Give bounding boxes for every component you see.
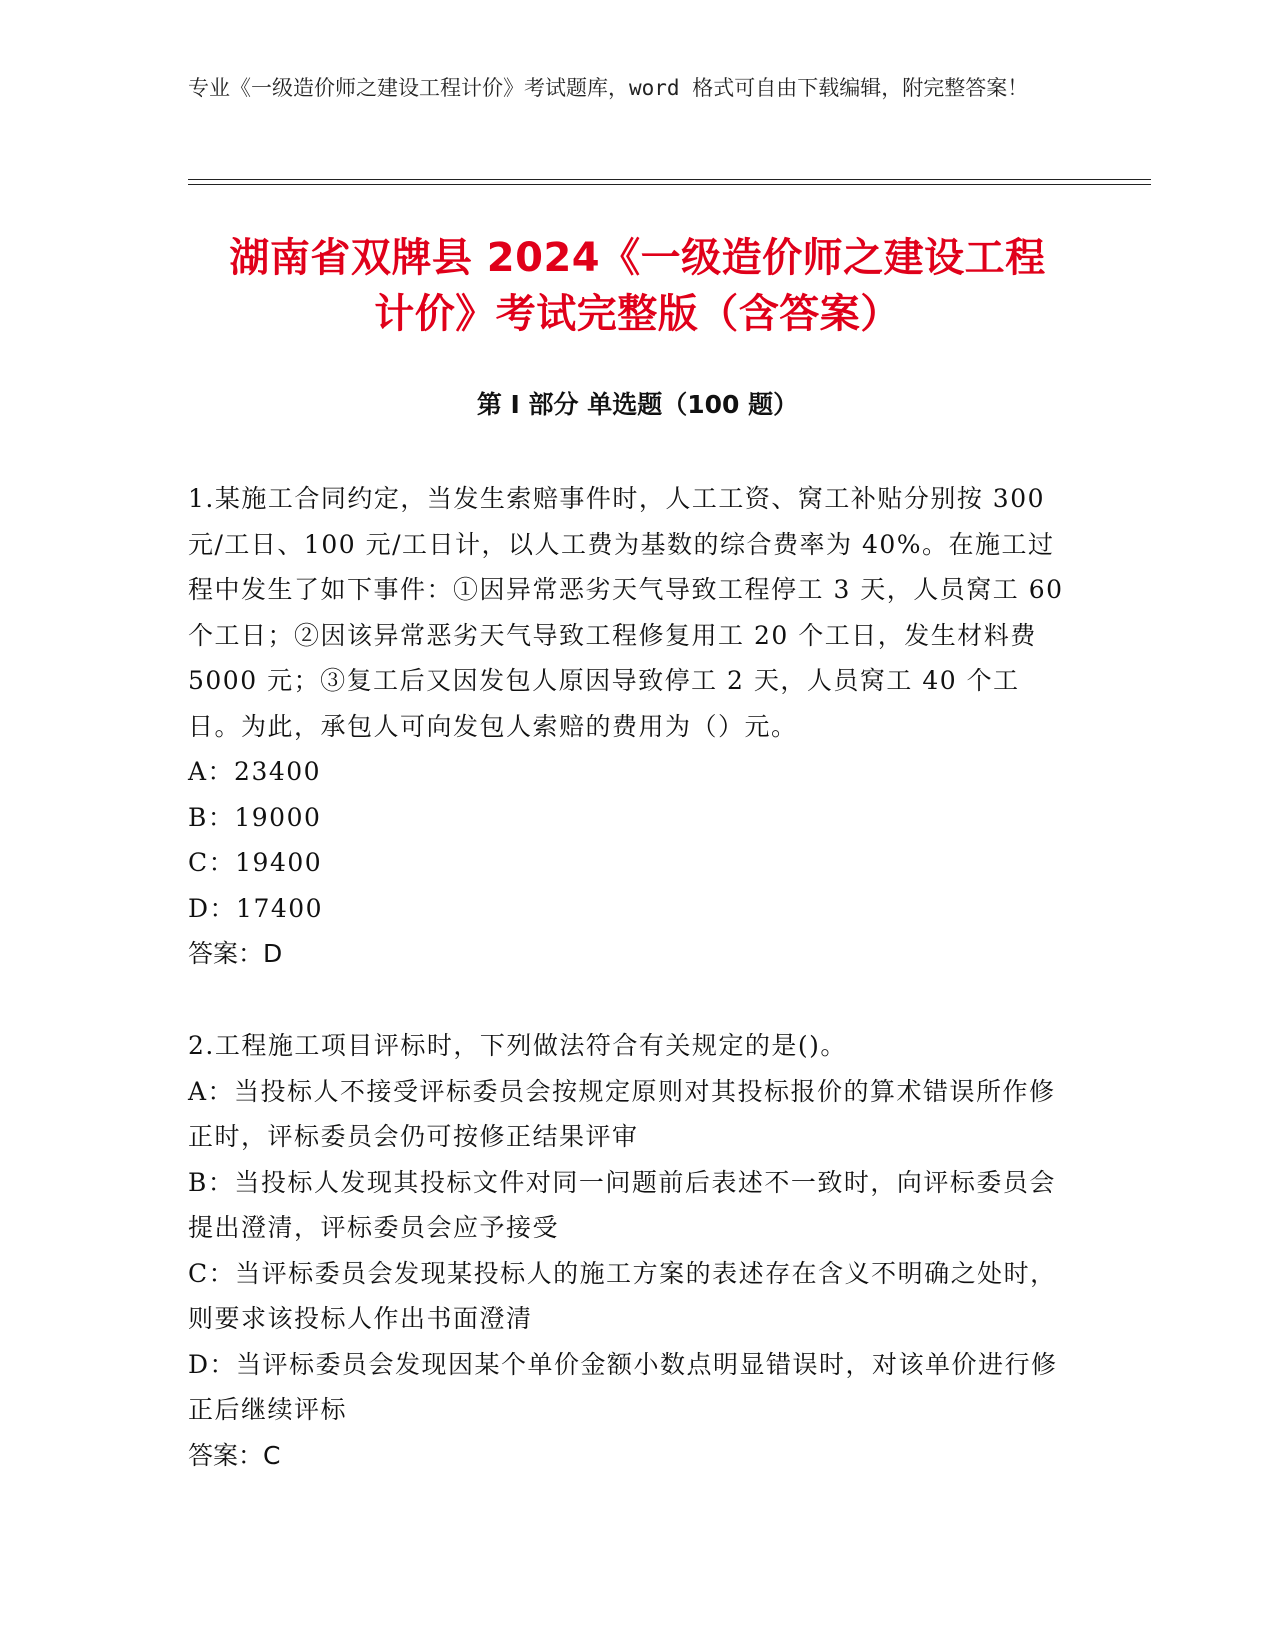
option-c: C：当评标委员会发现某投标人的施工方案的表述存在含义不明确之处时，则要求该投标人作出书面澄清 [188, 1258, 1057, 1333]
option-d: D：当评标委员会发现因某个单价金额小数点明显错误时，对该单价进行修正后继续评标 [188, 1349, 1058, 1424]
answer-line: 答案：D [188, 939, 283, 968]
question-stem: 2.工程施工项目评标时，下列做法符合有关规定的是()。 [188, 1031, 847, 1060]
option-a: A：23400 [188, 757, 322, 786]
option-c: C：19400 [188, 848, 323, 877]
question-list [188, 476, 1068, 1478]
option-b: B：19000 [188, 802, 322, 832]
document-title [170, 230, 1105, 342]
header-note: 专业《一级造价师之建设工程计价》考试题库，word 格式可自由下载编辑，附完整答案！ [188, 76, 1029, 100]
document-title-line-2: 计价》考试完整版（含答案） [374, 291, 901, 337]
option-a: A：当投标人不接受评标委员会按规定原则对其投标报价的算术错误所作修正时，评标委员会仍可按修正结果评审 [188, 1076, 1056, 1151]
option-b: B：当投标人发现其投标文件对同一问题前后表述不一致时，向评标委员会提出澄清，评标委员会应予接受 [188, 1167, 1056, 1242]
document-title-line-1: 湖南省双牌县 2024《一级造价师之建设工程 [229, 235, 1046, 281]
question-spacer [188, 976, 1068, 1023]
section-heading: 第 I 部分 单选题（100 题） [476, 390, 799, 419]
answer-line: 答案：C [188, 1440, 281, 1470]
question-1 [188, 476, 1068, 976]
option-d: D：17400 [188, 893, 324, 923]
header-rule-bottom [188, 184, 1151, 185]
question-2 [188, 1023, 1068, 1478]
header-rule-top [188, 179, 1151, 180]
question-stem: 1.某施工合同约定，当发生索赔事件时，人工工资、窝工补贴分别按 300 元/工日、100 元/工日计，以人工费为基数的综合费率为 40%。在施工过程中发生了如下事件：①因异常恶劣天气导致工程停工 3 天，人员窝工 60 个工日；②因该异常恶劣天气导致工程修复用工 20 个工日，发生材料费 5000 元；③复工后又因发包人原因导致停工 2 天，人员窝工 40 个工日。为此，承包人可向发包人索赔的费用为（）元。 [188, 484, 1064, 741]
